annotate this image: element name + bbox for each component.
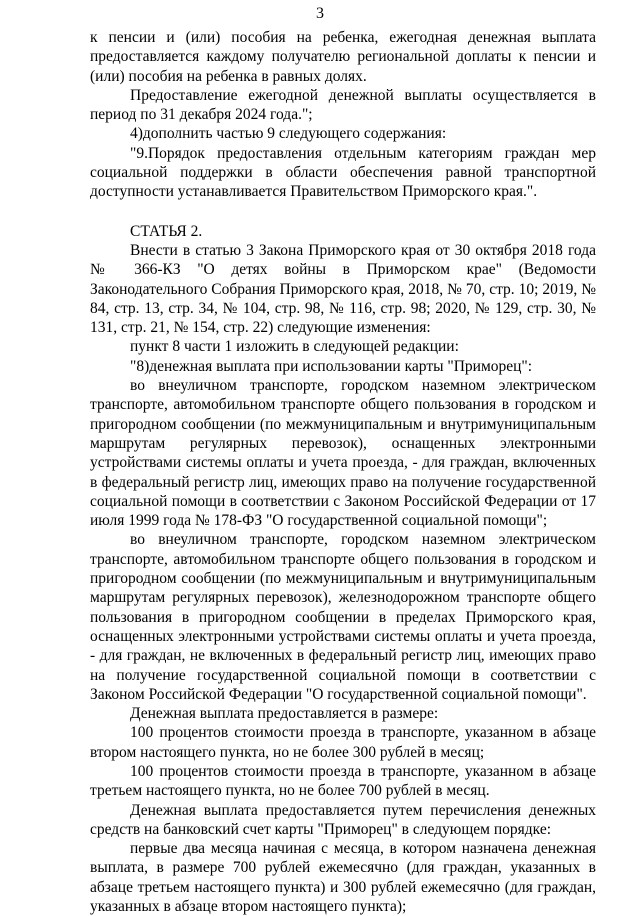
paragraph: Внести в статью 3 Закона Приморского края от 30 октября 2018 года № 366-КЗ "О детях войны в Приморском крае" (Ведомости Законодательного Собрания Приморского края, 2018, № 70, стр. 10; 2019, № 84, стр. 13, стр. 34, № 104, стр. 98, № 116, стр. 98; 2020, № 129, стр. 30, № 131, стр. 21, № 154, стр. 22) следующие изменения: — [90, 241, 596, 337]
paragraph-continuation: к пенсии и (или) пособия на ребенка, ежегодная денежная выплата предоставляется каждому получателю региональной доплаты к пенсии и (или) пособия на ребенка в равных долях. — [90, 29, 596, 85]
document-body — [90, 28, 596, 916]
paragraph: Предоставление ежегодной денежной выплаты осуществляется в период по 31 декабря 2024 года."; — [90, 86, 596, 124]
paragraph: 100 процентов стоимости проезда в транспорте, указанном в абзаце втором настоящего пункта, но не более 300 рублей в месяц; — [90, 724, 596, 761]
paragraph: 4)дополнить частью 9 следующего содержания: — [130, 125, 447, 143]
paragraph: "8)денежная выплата при использовании карты "Приморец": — [130, 357, 533, 375]
paragraph: Денежная выплата предоставляется путем перечисления денежных средств на банковский счет карты "Приморец" в следующем порядке: — [90, 801, 596, 838]
paragraph: первые два месяца начиная с месяца, в котором назначена денежная выплата, в размере 700 рублей ежемесячно (для граждан, указанных в абзаце третьем настоящего пункта) и 300 рублей ежемесячно (для граждан, указанных в абзаце втором настоящего пункта); — [90, 840, 596, 916]
paragraph: во внеуличном транспорте, городском наземном электрическом транспорте, автомобильном транспорте общего пользования в городском и пригородном сообщении (по межмуниципальным и внутримуниципальным маршрутам регулярных перевозок), железнодорожном транспорте общего пользования в пригородном сообщении в пределах Приморского края, оснащенных электронными устройствами системы оплаты и учета проезда, - для граждан, не включенных в федеральный регистр лиц, имеющих право на получение государственной социальной помощи в соответствии с Законом Российской Федерации "О государственной социальной помощи". — [90, 531, 596, 703]
page-number: 3 — [316, 5, 324, 22]
article-heading: СТАТЬЯ 2. — [130, 222, 203, 240]
paragraph: Денежная выплата предоставляется в размере: — [130, 705, 439, 723]
paragraph: пункт 8 части 1 изложить в следующей редакции: — [130, 338, 459, 356]
paragraph: "9.Порядок предоставления отдельным категориям граждан мер социальной поддержки в области обеспечения равной транспортной доступности устанавливается Правительством Приморского края.". — [90, 144, 596, 201]
paragraph: во внеуличном транспорте, городском наземном электрическом транспорте, автомобильном транспорте общего пользования в городском и пригородном сообщении (по межмуниципальным и внутримуниципальным маршрутам регулярных перевозок), оснащенных электронными устройствами системы оплаты и учета проезда, - для граждан, включенных в федеральный регистр лиц, имеющих право на получение государственной социальной помощи в соответствии с Законом Российской Федерации от 17 июля 1999 года № 178-ФЗ "О государственной социальной помощи"; — [90, 377, 596, 530]
paragraph: 100 процентов стоимости проезда в транспорте, указанном в абзаце третьем настоящего пункта, но не более 700 рублей в месяц. — [90, 762, 596, 800]
